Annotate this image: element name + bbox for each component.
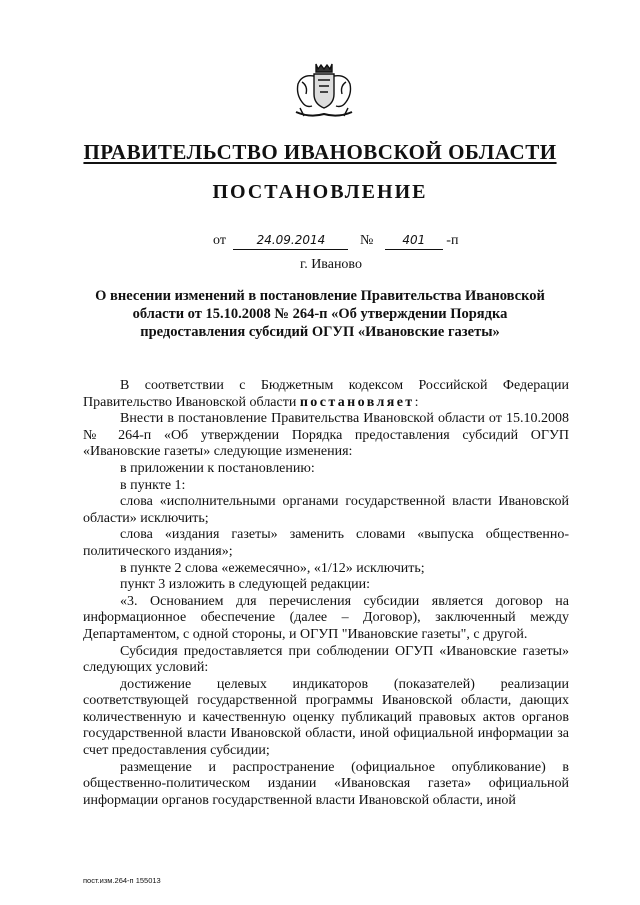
- footer-code: пост.изм.264-п 155013: [83, 876, 161, 885]
- number-sign: №: [359, 233, 374, 248]
- document-body: [83, 378, 569, 809]
- paragraph: Внести в постановление Правительства Ивановской области от 15.10.2008 № 264-п «Об утверждении Порядка предоставления субсидий ОГУП «Ивановские газеты» следующие изменения:: [83, 411, 569, 460]
- paragraph: в приложении к постановлению:: [120, 460, 315, 476]
- paragraph: слова «издания газеты» заменить словами «выпуска общественно-политического издания»;: [83, 527, 569, 559]
- paragraph: в пункте 1:: [120, 477, 186, 493]
- coat-of-arms-emblem: [290, 60, 358, 122]
- document-title: О внесении изменений в постановление Правительства Ивановской области от 15.10.2008 № 264-п «Об утверждении Порядка предоставления субсидий ОГУП «Ивановские газеты»: [95, 288, 545, 340]
- date-prefix: от: [213, 233, 226, 248]
- city: г. Иваново: [300, 257, 362, 272]
- decree-keyword: постановляет: [299, 394, 415, 410]
- paragraph: в пункте 2 слова «ежемесячно», «1/12» исключить;: [120, 560, 425, 576]
- date-handwritten: 24.09.2014: [233, 233, 348, 250]
- paragraph: «3. Основанием для перечисления субсидии является договор на информационное обеспечение (далее – Договор), заключенный между Департаментом, с одной стороны, и ОГУП "Ивановские газеты", с другой.: [83, 593, 569, 642]
- paragraph-preamble: В соответствии с Бюджетным кодексом Российской Федерации Правительство Ивановской области постановляет:: [83, 378, 569, 410]
- document-type: ПОСТАНОВЛЕНИЕ: [212, 181, 428, 203]
- paragraph: Субсидия предоставляется при соблюдении ОГУП «Ивановские газеты» следующих условий:: [83, 643, 569, 676]
- organization-title: ПРАВИТЕЛЬСТВО ИВАНОВСКОЙ ОБЛАСТИ: [83, 140, 557, 164]
- paragraph: достижение целевых индикаторов (показателей) реализации соответствующей государственной программы Ивановской области, дающих количественную и качественную оценку публикаций правовых актов органов государственной власти Ивановской области, иной официальной информации за счет предоставления субсидии;: [83, 676, 569, 759]
- number-suffix: -п: [446, 233, 459, 248]
- paragraph: пункт 3 изложить в следующей редакции:: [120, 577, 370, 593]
- number-handwritten: 401: [385, 233, 443, 250]
- date-number-line: [213, 233, 458, 250]
- paragraph: слова «исполнительными органами государственной власти Ивановской области» исключить;: [83, 494, 569, 526]
- paragraph: размещение и распространение (официальное опубликование) в общественно-политическом издании «Ивановская газета» официальной информации органов государственной власти Ивановской области, иной: [83, 759, 569, 808]
